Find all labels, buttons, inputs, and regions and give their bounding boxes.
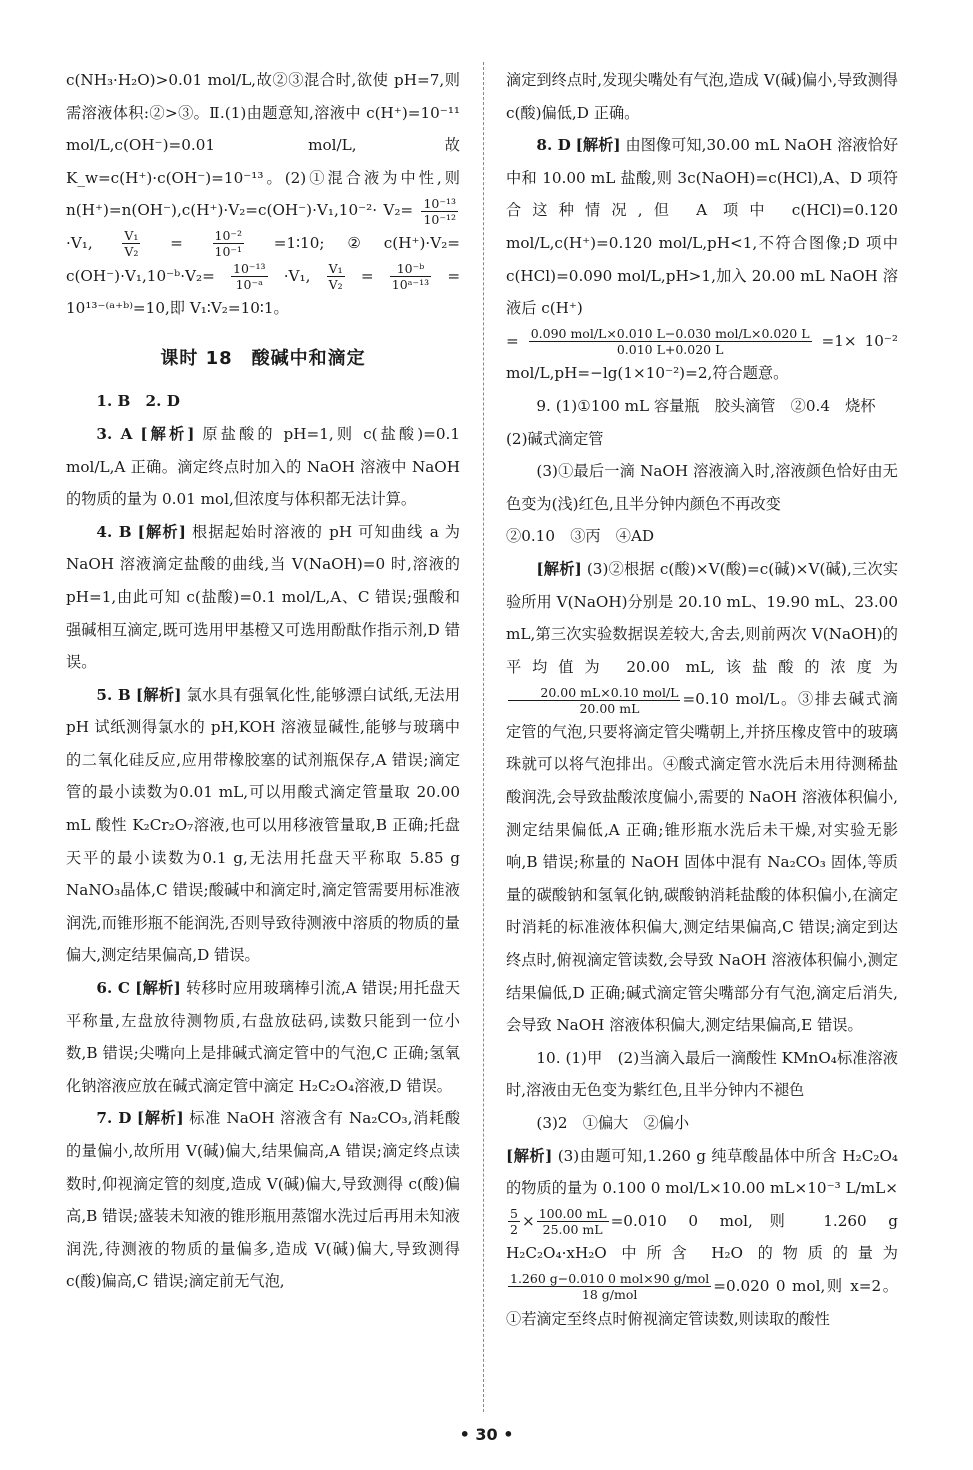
answer-q8-equation bbox=[506, 325, 898, 390]
answer-q9-analysis bbox=[506, 553, 898, 1042]
answer-q9-d bbox=[506, 520, 898, 553]
fraction-num: 10⁻² bbox=[214, 228, 243, 244]
question-number: 5. B bbox=[96, 685, 131, 704]
fraction-den: 25.00 mL bbox=[537, 1221, 609, 1237]
fraction-num: 20.00 mL×0.10 mol/L bbox=[540, 684, 679, 700]
intro-text-3: ·V₁, bbox=[66, 233, 93, 252]
answer-text: ②0.10 ③丙 ④AD bbox=[506, 527, 655, 546]
answer-q1-q2 bbox=[66, 385, 460, 418]
answer-q3 bbox=[66, 418, 460, 516]
fraction bbox=[327, 261, 345, 292]
fraction bbox=[122, 228, 140, 259]
answer-q10-analysis bbox=[506, 1140, 898, 1336]
analysis-text: × bbox=[521, 1211, 535, 1230]
answer-q9-b bbox=[506, 423, 898, 456]
fraction bbox=[421, 196, 458, 227]
intro-text-4: = bbox=[170, 233, 183, 252]
answer-q6 bbox=[66, 972, 460, 1102]
fraction-den: 10ᵃ⁻¹³ bbox=[391, 277, 430, 293]
answer-q9-c bbox=[506, 455, 898, 520]
analysis-text: 根据起始时溶液的 pH 可知曲线 a 为 NaOH 溶液滴定盐酸的曲线,当 V(NaOH)=0 时,溶液的 pH=1,由此可知 c(盐酸)=0.1 mol/L,A、C 错误;强酸和强碱相互滴定,既可选用甲基橙又可选用酚酞作指示剂,D 错误。 bbox=[66, 522, 460, 672]
answer-q7-continued bbox=[506, 64, 898, 129]
answer-q4 bbox=[66, 516, 460, 679]
right-column bbox=[506, 64, 898, 1335]
answer-text: (2)碱式滴定管 bbox=[506, 429, 604, 448]
analysis-text: 转移时应用玻璃棒引流,A 错误;用托盘天平称量,左盘放待测物质,右盘放砝码,读数只能到一位小数,B 错误;尖嘴向上是排碱式滴定管中的气泡,C 正确;氢氧化钠溶液应放在碱式滴定管中滴定 H₂C₂O₄溶液,D 错误。 bbox=[66, 979, 461, 1095]
fraction-den: 20.00 mL bbox=[508, 700, 680, 716]
answer-text: 9. (1)①100 mL 容量瓶 胶头滴管 ②0.4 烧杯 bbox=[536, 396, 876, 415]
analysis-text: =0.010 0 mol,则 1.260 g H₂C₂O₄·xH₂O 中所含 H₂O 的物质的量为 bbox=[506, 1211, 898, 1263]
analysis-text: (3)由题可知,1.260 g 纯草酸晶体中所含 H₂C₂O₄ 的物质的量为 0.100 0 mol/L×10.00 mL×10⁻³ L/mL× bbox=[506, 1146, 899, 1198]
answer-text: 1. B 2. D bbox=[96, 392, 180, 411]
fraction-den: 0.010 L+0.020 L bbox=[529, 341, 812, 357]
equation-text: =1× bbox=[821, 331, 857, 350]
fraction-num: 5 bbox=[510, 1206, 518, 1222]
analysis-text: (3)②根据 c(酸)×V(酸)=c(碱)×V(碱),三次实验所用 V(NaOH)分别是 20.10 mL、19.90 mL、23.00 mL,第三次实验数据误差较大,舍去,则前两次 V(NaOH)的平均值为 20.00 mL,该盐酸的浓度为 bbox=[506, 559, 899, 676]
analysis-tag: [解析] bbox=[506, 1146, 553, 1165]
fraction-den: 2 bbox=[510, 1222, 518, 1238]
fraction-num: V₁ bbox=[328, 261, 343, 277]
lesson-title: 课时 18 酸碱中和滴定 bbox=[160, 347, 366, 369]
question-number: 6. C bbox=[96, 979, 130, 998]
fraction bbox=[390, 261, 431, 292]
question-number: 4. B bbox=[96, 522, 132, 541]
fraction-den: 10⁻ᵃ bbox=[231, 276, 268, 292]
fraction bbox=[537, 1206, 609, 1237]
question-number: 3. A bbox=[96, 424, 133, 443]
analysis-tag: [解析] bbox=[575, 136, 621, 155]
analysis-text: =0.020 0 mol,则 x=2。①若滴定至终点时俯视滴定管读数,则读取的酸性 bbox=[506, 1276, 898, 1328]
fraction-num: 0.090 mol/L×0.010 L−0.030 mol/L×0.020 L bbox=[530, 326, 810, 342]
analysis-tag: [解析] bbox=[135, 685, 182, 704]
equation-text: = bbox=[506, 331, 519, 350]
fraction bbox=[213, 228, 245, 259]
intro-text-1: c(NH₃·H₂O)>0.01 mol/L,故②③混合时,欲使 pH=7,则需溶液体积:②>③。Ⅱ.(1)由题意知,溶液中 c(H⁺)=10⁻¹¹ mol/L,c(OH⁻)=0.01 mol/L,故 K_w=c(H⁺)·c(OH⁻)=10⁻¹³。(2)①混合液为中性,则 n(H⁺)=n(OH⁻),c(H⁺)·V₂=c(OH⁻)·V₁,10⁻²· bbox=[66, 71, 460, 220]
intro-text-5: =1∶10;②c(H⁺)·V₂= bbox=[273, 233, 461, 252]
fraction bbox=[508, 1206, 520, 1237]
fraction bbox=[508, 685, 680, 716]
fraction bbox=[508, 1271, 711, 1302]
analysis-tag: [解析] bbox=[137, 522, 186, 541]
fraction-num: 100.00 mL bbox=[538, 1206, 607, 1222]
page-number: • 30 • bbox=[459, 1425, 514, 1444]
analysis-text: 氯水具有强氧化性,能够漂白试纸,无法用 pH 试纸测得氯水的 pH,KOH 溶液显碱性,能够与玻璃中的二氧化硅反应,应用带橡胶塞的试剂瓶保存,A 错误;滴定管的最小读数为0.01 mL,可以用酸式滴定管量取 20.00 mL 酸性 K₂Cr₂O₇溶液,也可以用移液管量取,B 正确;托盘天平的最小读数为0.1 g,无法用托盘天平称取 5.85 g NaNO₃晶体,C 错误;酸碱中和滴定时,滴定管需要用标准液润洗,而锥形瓶不能润洗,否则导致待测液中溶质的物质的量偏大,测定结果偏高,D 错误。 bbox=[66, 685, 461, 965]
fraction-num: 10⁻¹³ bbox=[233, 261, 266, 277]
fraction-den: V₂ bbox=[124, 244, 139, 260]
analysis-text: 滴定到终点时,发现尖嘴处有气泡,造成 V(碱)偏小,导致测得 c(酸)偏低,D 正确。 bbox=[506, 71, 898, 122]
fraction bbox=[529, 326, 812, 357]
answer-q8 bbox=[506, 129, 898, 325]
intro-text-8: = bbox=[360, 266, 374, 285]
fraction-num: 10⁻¹³ bbox=[423, 195, 457, 211]
fraction-den: V₂ bbox=[328, 277, 343, 293]
intro-text-9: = bbox=[447, 266, 461, 285]
fraction-num: V₁ bbox=[124, 228, 139, 244]
fraction-den: 18 g/mol bbox=[508, 1286, 711, 1302]
fraction-den: 10⁻¹² bbox=[423, 211, 457, 227]
fraction-num: 1.260 g−0.010 0 mol×90 g/mol bbox=[510, 1271, 710, 1287]
column-divider bbox=[483, 62, 484, 1412]
question-number: 7. D bbox=[96, 1109, 132, 1128]
equation-text: 10⁻² mol/L,pH=−lg(1×10⁻²)=2,符合题意。 bbox=[506, 331, 898, 383]
left-column bbox=[66, 64, 460, 1298]
analysis-tag: [解析] bbox=[136, 1109, 184, 1128]
answer-q9-a bbox=[506, 390, 898, 423]
analysis-tag: [解析] bbox=[135, 979, 181, 998]
analysis-text: =0.10 mol/L。③排去碱式滴定管的气泡,只要将滴定管尖嘴朝上,并挤压橡皮管中的玻璃珠就可以将气泡排出。④酸式滴定管水洗后未用待测稀盐酸润洗,会导致盐酸浓度偏小,需要的 NaOH 溶液体积偏小,测定结果偏低,A 正确;锥形瓶水洗后未干燥,对实验无影响,B 错误;称量的 NaOH 固体中混有 Na₂CO₃ 固体,等质量的碳酸钠和氢氧化钠,碳酸钠消耗盐酸的体积偏小,在滴定时消耗的标准液体积偏大,测定结果偏高,C 错误;滴定到达终点时,俯视滴定管读数,会导致 NaOH 溶液体积偏小,测定结果偏低,D 正确;碱式滴定管尖嘴部分有气泡,滴定后消失,会导致 NaOH 溶液体积偏大,测定结果偏高,E 错误。 bbox=[506, 690, 898, 1035]
intro-text-10: 10¹³⁻⁽ᵃ⁺ᵇ⁾=10,即 V₁∶V₂=10∶1。 bbox=[66, 299, 289, 318]
intro-paragraph bbox=[66, 64, 460, 325]
intro-text-7: ·V₁, bbox=[283, 266, 311, 285]
answer-q5 bbox=[66, 679, 460, 972]
answer-text: (3)2 ①偏大 ②偏小 bbox=[536, 1114, 690, 1132]
analysis-text: 标准 NaOH 溶液含有 Na₂CO₃,消耗酸的量偏小,故所用 V(碱)偏大,结果偏高,A 错误;滴定终点读数时,仰视滴定管的刻度,造成 V(碱)偏大,导致测得 c(酸)偏高,B 错误;盛装未知液的锥形瓶用蒸馏水洗过后再用未知液润洗,待测液的物质的量偏多,造成 V(碱)偏大,导致测得 c(酸)偏高,C 错误;滴定前无气泡, bbox=[66, 1109, 461, 1291]
answer-q10-b bbox=[506, 1107, 898, 1140]
fraction bbox=[231, 261, 268, 292]
answer-q10-a bbox=[506, 1042, 898, 1107]
answer-q7 bbox=[66, 1102, 460, 1298]
fraction-num: 10⁻ᵇ bbox=[396, 261, 425, 277]
analysis-tag: [解析] bbox=[140, 424, 195, 443]
question-number: 8. D bbox=[536, 136, 571, 155]
answer-text: (3)①最后一滴 NaOH 溶液滴入时,溶液颜色恰好由无色变为(浅)红色,且半分钟内颜色不再改变 bbox=[506, 462, 898, 513]
analysis-text: 由图像可知,30.00 mL NaOH 溶液恰好中和 10.00 mL 盐酸,则 3c(NaOH)=c(HCl),A、D 项符合这种情况,但 A 项中 c(HCl)=0.120 mol/L,c(H⁺)=0.120 mol/L,pH<1,不符合图像;D 项中 c(HCl)=0.090 mol/L,pH>1,加入 20.00 mL NaOH 溶液后 c(H⁺) bbox=[506, 136, 899, 318]
analysis-text: 原盐酸的 pH=1,则 c(盐酸)=0.1 mol/L,A 正确。滴定终点时加入的 NaOH 溶液中 NaOH 的物质的量为 0.01 mol,但浓度与体积都无法计算。 bbox=[66, 424, 461, 509]
intro-text-2: V₂= bbox=[383, 201, 414, 220]
intro-text-6: c(OH⁻)·V₁,10⁻ᵇ·V₂= bbox=[66, 266, 215, 285]
fraction-den: 10⁻¹ bbox=[214, 244, 243, 260]
analysis-tag: [解析] bbox=[536, 559, 582, 578]
answer-text: 10. (1)甲 (2)当滴入最后一滴酸性 KMnO₄标准溶液时,溶液由无色变为紫红色,且半分钟内不褪色 bbox=[506, 1048, 898, 1100]
